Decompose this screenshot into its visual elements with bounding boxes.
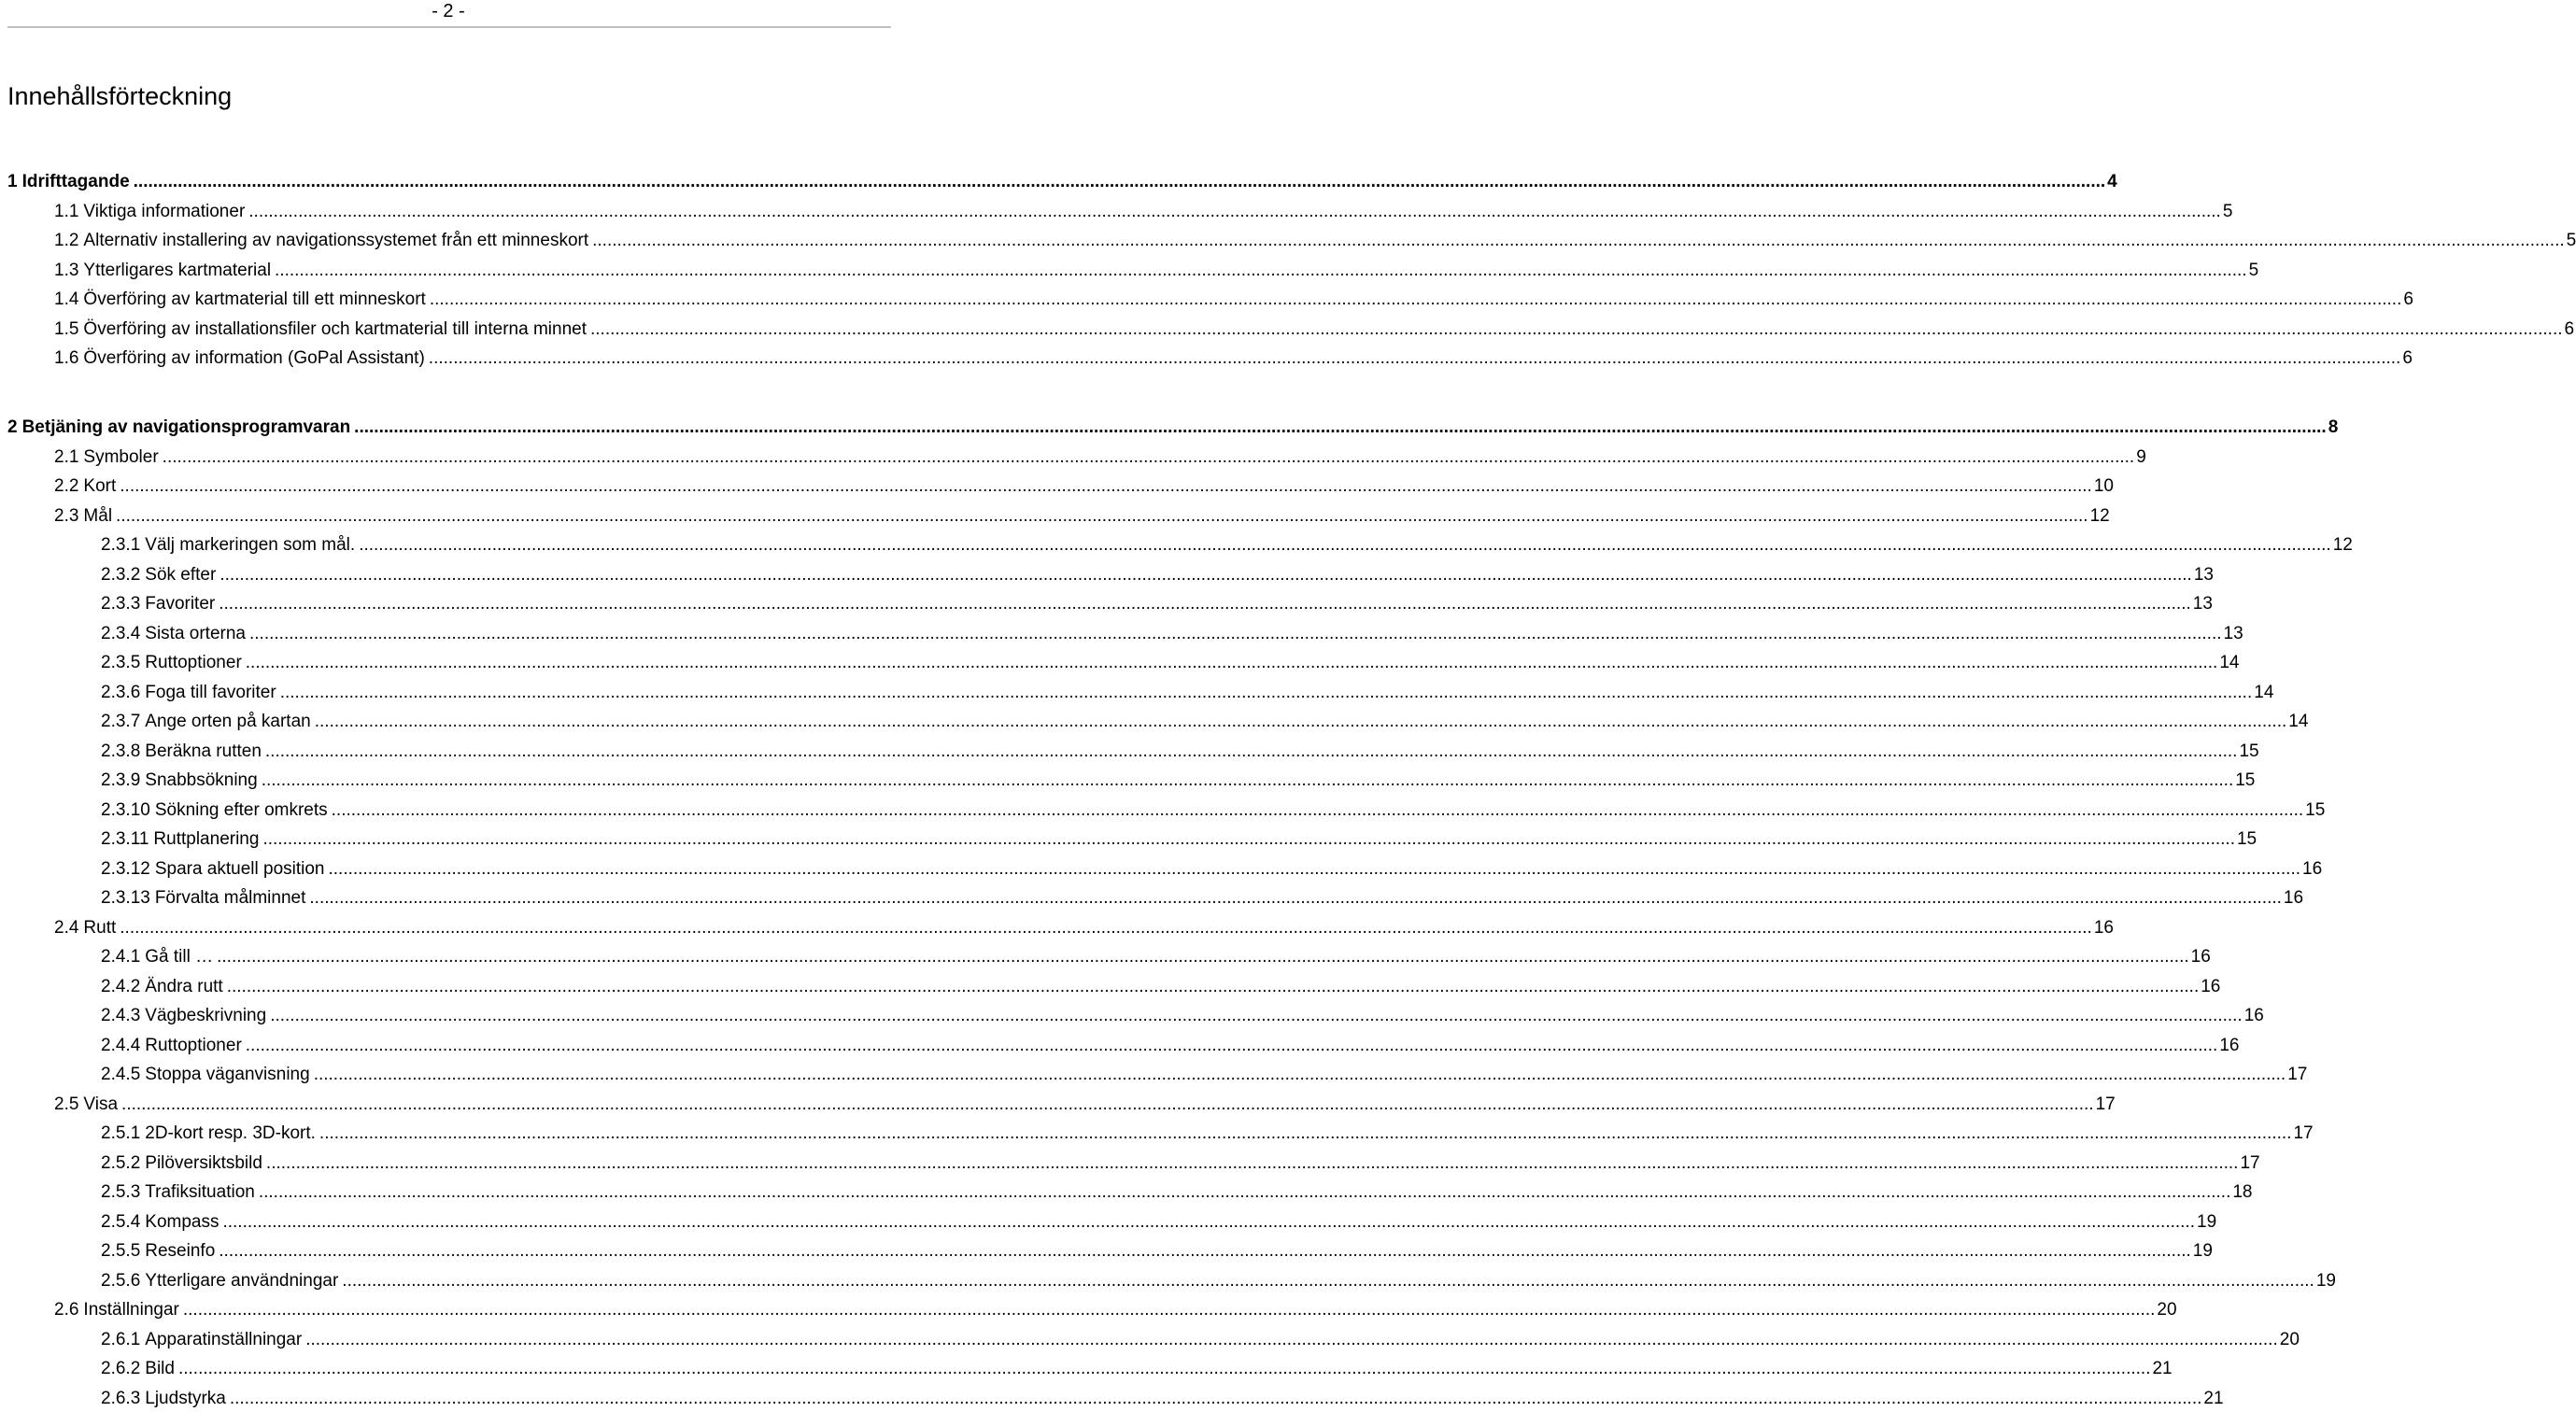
toc-leader-dots: ................................................................................................................................................................................................................................................................................................................................................................................................................ xyxy=(265,1153,2239,1173)
toc-entry-number: 1.2 xyxy=(54,231,79,250)
toc-entry-label: Stoppa väganvisning xyxy=(145,1065,310,1084)
toc-entry[interactable] xyxy=(54,260,2259,282)
toc-entry-label: Ändra rutt xyxy=(145,977,223,996)
toc-entry-page: 13 xyxy=(2223,624,2243,643)
toc-entry[interactable] xyxy=(101,1005,2264,1027)
toc-entry-page: 6 xyxy=(2403,289,2413,309)
toc-entry-page: 21 xyxy=(2152,1359,2173,1378)
toc-entry-page: 5 xyxy=(2222,202,2233,221)
toc-leader-dots: ................................................................................................................................................................................................................................................................................................................................................................................................................ xyxy=(258,1182,2231,1202)
toc-entry-label: Favoriter xyxy=(145,594,216,614)
toc-leader-dots: ................................................................................................................................................................................................................................................................................................................................................................................................................ xyxy=(428,348,2401,368)
toc-entry[interactable] xyxy=(101,564,2214,586)
toc-leader-dots: ................................................................................................................................................................................................................................................................................................................................................................................................................ xyxy=(305,1330,2278,1349)
toc-entry[interactable] xyxy=(101,741,2259,763)
toc-entry[interactable] xyxy=(101,887,2304,910)
toc-entry-label: Vägbeskrivning xyxy=(145,1006,267,1025)
toc-entry-number: 2.3 xyxy=(54,506,79,526)
toc-entry-label: Kort xyxy=(83,476,117,496)
toc-entry-number: 2.3.3 xyxy=(101,594,141,614)
toc-entry-number: 2.3.4 xyxy=(101,624,141,643)
toc-entry-label: Ruttoptioner xyxy=(145,653,242,672)
toc-entry[interactable] xyxy=(54,446,2146,469)
toc-leader-dots: ................................................................................................................................................................................................................................................................................................................................................................................................................ xyxy=(219,1241,2191,1261)
toc-entry-page: 17 xyxy=(2287,1065,2308,1084)
toc-leader-dots: ................................................................................................................................................................................................................................................................................................................................................................................................................ xyxy=(182,1300,2156,1320)
toc-entry[interactable] xyxy=(101,1270,2336,1292)
toc-leader-dots: ................................................................................................................................................................................................................................................................................................................................................................................................................ xyxy=(222,1212,2195,1232)
toc-entry-page: 13 xyxy=(2192,594,2213,614)
toc-entry-page: 21 xyxy=(2203,1389,2224,1408)
toc-entry-label: Viktiga informationer xyxy=(83,202,246,221)
toc-entry-number: 2.2 xyxy=(54,476,79,496)
toc-entry-number: 2.3.5 xyxy=(101,653,141,672)
toc-entry-number: 1.1 xyxy=(54,202,79,221)
toc-entry-number: 2.4.3 xyxy=(101,1006,141,1025)
toc-entry[interactable] xyxy=(54,475,2114,498)
toc-entry-page: 16 xyxy=(2093,918,2114,938)
toc-entry[interactable] xyxy=(101,1123,2314,1145)
toc-entry-number: 2.6.3 xyxy=(101,1389,141,1408)
toc-entry-number: 2.3.7 xyxy=(101,712,141,731)
toc-leader-dots: ................................................................................................................................................................................................................................................................................................................................................................................................................ xyxy=(245,1036,2218,1055)
toc-entry[interactable] xyxy=(54,347,2413,370)
toc-title: Innehållsförteckning xyxy=(7,82,233,110)
toc-entry-page: 10 xyxy=(2093,476,2114,496)
toc-entry-number: 1.4 xyxy=(54,289,79,309)
toc-entry-label: Spara aktuell position xyxy=(154,859,325,879)
toc-entry-number: 2.5.2 xyxy=(101,1153,141,1173)
toc-entry-number: 1.3 xyxy=(54,261,79,280)
toc-entry-label: Foga till favoriter xyxy=(145,683,276,702)
toc-entry-label: Överföring av installationsfiler och kartmaterial till interna minnet xyxy=(83,319,587,339)
toc-entry-page: 8 xyxy=(2328,417,2339,437)
toc-entry-label: Visa xyxy=(83,1094,119,1114)
toc-entry-page: 16 xyxy=(2219,1036,2240,1055)
toc-entry[interactable] xyxy=(101,799,2326,822)
toc-entry-page: 12 xyxy=(2089,506,2110,526)
toc-entry-number: 2 xyxy=(7,417,18,437)
toc-entry-page: 14 xyxy=(2288,712,2309,731)
toc-entry-label: Betjäning av navigationsprogramvaran xyxy=(21,417,351,437)
toc-entry[interactable] xyxy=(101,1388,2224,1410)
toc-entry[interactable] xyxy=(101,1329,2300,1351)
toc-entry-page: 18 xyxy=(2232,1182,2253,1202)
toc-leader-dots: ................................................................................................................................................................................................................................................................................................................................................................................................................ xyxy=(429,289,2402,309)
toc-entry-label: Idrifttagande xyxy=(21,172,130,191)
toc-entry-number: 2.5.5 xyxy=(101,1241,141,1261)
toc-entry-label: Överföring av information (GoPal Assistant) xyxy=(83,348,425,368)
toc-leader-dots: ................................................................................................................................................................................................................................................................................................................................................................................................................ xyxy=(162,447,2135,467)
toc-entry-label: Alternativ installering av navigationssystemet från ett minneskort xyxy=(83,231,589,250)
toc-entry-page: 15 xyxy=(2239,741,2259,761)
toc-entry[interactable] xyxy=(101,711,2309,733)
toc-entry[interactable] xyxy=(101,682,2274,704)
toc-entry[interactable] xyxy=(54,1299,2177,1321)
toc-leader-dots: ................................................................................................................................................................................................................................................................................................................................................................................................................ xyxy=(217,947,2189,967)
toc-entry[interactable] xyxy=(54,1094,2116,1116)
toc-leader-dots: ................................................................................................................................................................................................................................................................................................................................................................................................................ xyxy=(359,535,2331,555)
toc-entry-page: 17 xyxy=(2240,1153,2260,1173)
toc-entry[interactable] xyxy=(101,1211,2217,1234)
toc-leader-dots: ................................................................................................................................................................................................................................................................................................................................................................................................................ xyxy=(226,977,2200,996)
toc-leader-dots: ................................................................................................................................................................................................................................................................................................................................................................................................................ xyxy=(245,653,2218,672)
toc-leader-dots: ................................................................................................................................................................................................................................................................................................................................................................................................................ xyxy=(314,712,2287,731)
toc-leader-dots: ................................................................................................................................................................................................................................................................................................................................................................................................................ xyxy=(116,506,2088,526)
toc-leader-dots: ................................................................................................................................................................................................................................................................................................................................................................................................................ xyxy=(318,1123,2292,1143)
toc-entry-page: 16 xyxy=(2302,859,2323,879)
toc-entry-label: Överföring av kartmaterial till ett minneskort xyxy=(83,289,426,309)
toc-entry-page: 17 xyxy=(2293,1123,2314,1143)
toc-entry-label: Kompass xyxy=(145,1212,219,1232)
toc-entry-number: 2.4.4 xyxy=(101,1036,141,1055)
toc-entry[interactable] xyxy=(54,289,2413,311)
toc-entry-label: Ytterligares kartmaterial xyxy=(83,261,272,280)
toc-entry-page: 19 xyxy=(2315,1271,2336,1291)
toc-entry[interactable] xyxy=(54,318,2575,341)
toc-entry-page: 12 xyxy=(2332,535,2353,555)
toc-entry-number: 2.5.4 xyxy=(101,1212,141,1232)
toc-leader-dots: ................................................................................................................................................................................................................................................................................................................................................................................................................ xyxy=(313,1065,2286,1084)
toc-entry-label: Bild xyxy=(145,1359,175,1378)
toc-leader-dots: ................................................................................................................................................................................................................................................................................................................................................................................................................ xyxy=(262,829,2235,849)
toc-entry[interactable] xyxy=(7,171,2117,193)
toc-entry-number: 2.5.1 xyxy=(101,1123,141,1143)
toc-entry-label: Ruttplanering xyxy=(153,829,260,849)
toc-entry[interactable] xyxy=(101,858,2323,881)
toc-entry-page: 16 xyxy=(2283,888,2304,908)
toc-entry-page: 15 xyxy=(2305,800,2326,820)
toc-entry-number: 2.3.10 xyxy=(101,800,150,820)
toc-leader-dots: ................................................................................................................................................................................................................................................................................................................................................................................................................ xyxy=(249,624,2222,643)
toc-entry-number: 2.3.12 xyxy=(101,859,150,879)
toc-entry-page: 16 xyxy=(2243,1006,2264,1025)
toc-entry-number: 2.3.13 xyxy=(101,888,150,908)
toc-entry[interactable] xyxy=(101,593,2213,615)
toc-entry[interactable] xyxy=(101,946,2211,968)
toc-entry-page: 15 xyxy=(2235,770,2256,790)
toc-entry-number: 2.3.11 xyxy=(101,829,149,849)
toc-entry-label: Sökning efter omkrets xyxy=(154,800,328,820)
toc-entry-label: Välj markeringen som mål. xyxy=(145,535,356,555)
toc-entry-label: Mål xyxy=(83,506,113,526)
toc-entry-label: Gå till … xyxy=(145,947,214,967)
toc-entry[interactable] xyxy=(101,770,2256,792)
toc-entry-label: Symboler xyxy=(83,447,159,467)
toc-entry[interactable] xyxy=(101,1358,2173,1380)
toc-entry-label: Trafiksituation xyxy=(145,1182,255,1202)
toc-entry-page: 9 xyxy=(2136,447,2146,467)
toc-leader-dots: ................................................................................................................................................................................................................................................................................................................................................................................................................ xyxy=(248,202,2221,221)
toc-entry-number: 2.6 xyxy=(54,1300,79,1320)
toc-entry-number: 2.3.1 xyxy=(101,535,141,555)
toc-entry-page: 4 xyxy=(2107,172,2117,191)
toc-leader-dots: ................................................................................................................................................................................................................................................................................................................................................................................................................ xyxy=(219,594,2191,614)
toc-leader-dots: ................................................................................................................................................................................................................................................................................................................................................................................................................ xyxy=(592,231,2565,250)
toc-leader-dots: ................................................................................................................................................................................................................................................................................................................................................................................................................ xyxy=(589,319,2563,339)
toc-entry[interactable] xyxy=(54,917,2114,939)
toc-entry-page: 16 xyxy=(2201,977,2221,996)
toc-entry[interactable] xyxy=(101,828,2258,851)
toc-leader-dots: ................................................................................................................................................................................................................................................................................................................................................................................................................ xyxy=(121,1094,2094,1114)
toc-entry-number: 2.1 xyxy=(54,447,79,467)
header-divider xyxy=(7,26,891,28)
toc-entry-page: 6 xyxy=(2564,319,2575,339)
toc-entry-page: 17 xyxy=(2095,1094,2116,1114)
toc-entry-number: 1 xyxy=(7,172,18,191)
toc-leader-dots: ................................................................................................................................................................................................................................................................................................................................................................................................................ xyxy=(354,417,2327,437)
toc-entry[interactable] xyxy=(54,201,2233,223)
toc-leader-dots: ................................................................................................................................................................................................................................................................................................................................................................................................................ xyxy=(275,261,2247,280)
toc-entry-number: 1.5 xyxy=(54,319,79,339)
toc-entry-number: 2.3.9 xyxy=(101,770,141,790)
toc-entry-label: Pilöversiktsbild xyxy=(145,1153,262,1173)
toc-entry[interactable] xyxy=(54,505,2110,528)
toc-leader-dots: ................................................................................................................................................................................................................................................................................................................................................................................................................ xyxy=(120,918,2092,938)
toc-entry-page: 20 xyxy=(2157,1300,2177,1320)
toc-entry-label: Beräkna rutten xyxy=(145,741,262,761)
toc-leader-dots: ................................................................................................................................................................................................................................................................................................................................................................................................................ xyxy=(229,1389,2202,1408)
toc-entry-number: 2.3.8 xyxy=(101,741,141,761)
toc-entry-number: 2.4.1 xyxy=(101,947,141,967)
toc-entry-page: 14 xyxy=(2254,683,2274,702)
toc-entry[interactable] xyxy=(101,1064,2308,1086)
toc-entry-label: Ljudstyrka xyxy=(145,1389,226,1408)
toc-leader-dots: ................................................................................................................................................................................................................................................................................................................................................................................................................ xyxy=(309,888,2282,908)
toc-entry-number: 1.6 xyxy=(54,348,79,368)
toc-leader-dots: ................................................................................................................................................................................................................................................................................................................................................................................................................ xyxy=(328,859,2301,879)
toc-entry[interactable] xyxy=(101,1035,2240,1057)
toc-entry-number: 2.4 xyxy=(54,918,79,938)
toc-leader-dots: ................................................................................................................................................................................................................................................................................................................................................................................................................ xyxy=(331,800,2304,820)
toc-entry-number: 2.3.2 xyxy=(101,565,141,585)
toc-entry[interactable] xyxy=(101,652,2240,674)
toc-entry-number: 2.5.6 xyxy=(101,1271,141,1291)
toc-entry-page: 19 xyxy=(2192,1241,2213,1261)
page-number: - 2 - xyxy=(432,1,465,21)
toc-leader-dots: ................................................................................................................................................................................................................................................................................................................................................................................................................ xyxy=(264,741,2238,761)
toc-entry-label: Apparatinställningar xyxy=(145,1330,303,1349)
toc-entry-number: 2.4.5 xyxy=(101,1065,141,1084)
toc-leader-dots: ................................................................................................................................................................................................................................................................................................................................................................................................................ xyxy=(279,683,2253,702)
toc-leader-dots: ................................................................................................................................................................................................................................................................................................................................................................................................................ xyxy=(261,770,2234,790)
toc-entry-label: Ytterligare användningar xyxy=(145,1271,339,1291)
toc-leader-dots: ................................................................................................................................................................................................................................................................................................................................................................................................................ xyxy=(342,1271,2314,1291)
toc-entry-label: Ange orten på kartan xyxy=(145,712,311,731)
toc-entry-page: 20 xyxy=(2279,1330,2300,1349)
toc-entry[interactable] xyxy=(101,976,2221,998)
toc-entry-number: 2.5 xyxy=(54,1094,79,1114)
toc-entry-page: 13 xyxy=(2193,565,2214,585)
toc-entry-number: 2.4.2 xyxy=(101,977,141,996)
toc-entry[interactable] xyxy=(101,1181,2253,1204)
toc-entry-label: Sista orterna xyxy=(145,624,246,643)
toc-entry[interactable] xyxy=(101,534,2353,557)
toc-entry-number: 2.5.3 xyxy=(101,1182,141,1202)
toc-leader-dots: ................................................................................................................................................................................................................................................................................................................................................................................................................ xyxy=(270,1006,2243,1025)
toc-entry[interactable] xyxy=(101,1240,2213,1263)
toc-entry-label: Reseinfo xyxy=(145,1241,216,1261)
toc-leader-dots: ................................................................................................................................................................................................................................................................................................................................................................................................................ xyxy=(219,565,2192,585)
toc-entry-page: 6 xyxy=(2402,348,2413,368)
toc-leader-dots: ................................................................................................................................................................................................................................................................................................................................................................................................................ xyxy=(133,172,2106,191)
toc-entry-page: 5 xyxy=(2248,261,2259,280)
toc-entry[interactable] xyxy=(101,1152,2260,1175)
toc-entry-page: 19 xyxy=(2197,1212,2217,1232)
toc-entry-number: 2.6.2 xyxy=(101,1359,141,1378)
toc-entry-label: Sök efter xyxy=(145,565,217,585)
toc-entry-page: 14 xyxy=(2219,653,2240,672)
toc-entry-page: 5 xyxy=(2566,231,2576,250)
toc-entry-label: Snabbsökning xyxy=(145,770,258,790)
toc-entry-label: 2D-kort resp. 3D-kort. xyxy=(145,1123,316,1143)
toc-entry-label: Rutt xyxy=(83,918,117,938)
toc-entry-page: 15 xyxy=(2236,829,2258,849)
toc-entry[interactable] xyxy=(54,230,2576,252)
toc-entry[interactable] xyxy=(101,623,2243,645)
toc-entry-label: Förvalta målminnet xyxy=(154,888,306,908)
toc-entry-label: Inställningar xyxy=(83,1300,179,1320)
toc-leader-dots: ................................................................................................................................................................................................................................................................................................................................................................................................................ xyxy=(120,476,2092,496)
toc-entry-label: Ruttoptioner xyxy=(145,1036,242,1055)
toc-entry[interactable] xyxy=(7,417,2339,439)
toc-entry-page: 16 xyxy=(2190,947,2211,967)
toc-entry-number: 2.3.6 xyxy=(101,683,141,702)
toc-entry-number: 2.6.1 xyxy=(101,1330,141,1349)
toc-leader-dots: ................................................................................................................................................................................................................................................................................................................................................................................................................ xyxy=(177,1359,2151,1378)
